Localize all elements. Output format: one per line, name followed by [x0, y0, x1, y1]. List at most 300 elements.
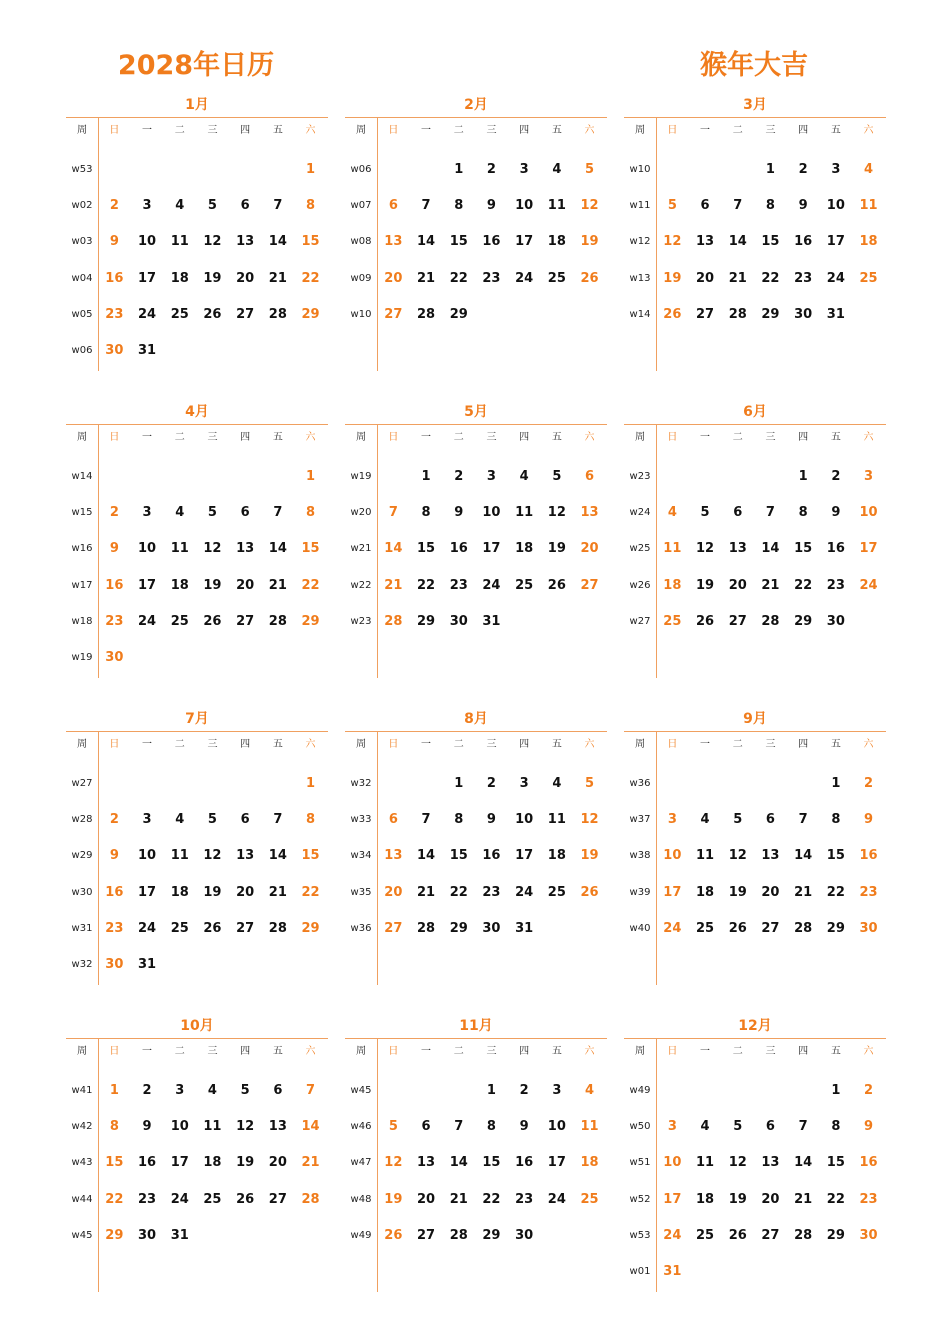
week-column-header: 周 — [635, 1046, 645, 1057]
week-column-header: 周 — [77, 432, 87, 443]
day-cell: 25 — [547, 884, 566, 900]
day-cell: 9 — [486, 198, 496, 214]
day-cell: 6 — [421, 1119, 431, 1135]
day-cell: 5 — [207, 812, 217, 828]
day-cell: 27 — [728, 613, 747, 629]
day-cell: 2 — [454, 469, 464, 484]
day-cell: 20 — [416, 1191, 436, 1207]
weekday-header: 四 — [240, 125, 251, 136]
weekday-header: 四 — [798, 125, 809, 136]
week-column-header: 周 — [356, 432, 366, 443]
day-cell: 1 — [798, 469, 808, 484]
day-cell: 14 — [416, 234, 436, 250]
month-title-divider — [624, 1038, 886, 1039]
day-cell: 7 — [388, 505, 398, 521]
day-cell: 24 — [547, 1191, 566, 1207]
day-cell: 6 — [240, 505, 250, 521]
weekday-header: 二 — [174, 432, 185, 443]
day-cell: 27 — [236, 306, 255, 322]
weekday-header: 四 — [798, 432, 809, 443]
week-number: w45 — [350, 1085, 372, 1096]
week-number: w28 — [71, 814, 93, 826]
weekday-header: 一 — [421, 125, 432, 136]
day-cell: 30 — [105, 957, 124, 972]
day-cell: 2 — [519, 1083, 529, 1098]
week-number: w53 — [629, 1229, 651, 1241]
day-cell: 26 — [663, 306, 682, 322]
day-cell: 22 — [416, 577, 436, 593]
day-cell: 1 — [421, 469, 431, 484]
week-number: w46 — [350, 1121, 372, 1133]
day-cell: 25 — [695, 920, 715, 936]
day-cell: 29 — [826, 1227, 845, 1243]
week-number: w20 — [350, 507, 372, 519]
day-cell: 14 — [268, 848, 287, 864]
month-title-divider — [66, 117, 328, 118]
day-cell: 4 — [175, 505, 185, 521]
week-column-header: 周 — [356, 739, 366, 750]
day-cell: 13 — [268, 1119, 287, 1135]
day-cell: 29 — [105, 1227, 124, 1243]
day-cell: 13 — [728, 541, 747, 557]
day-cell: 19 — [663, 270, 682, 286]
weekday-header: 二 — [453, 1046, 464, 1057]
day-cell: 6 — [765, 1119, 775, 1135]
day-cell: 20 — [384, 270, 403, 286]
day-cell: 15 — [449, 234, 468, 250]
weekday-header: 一 — [421, 1046, 432, 1057]
month-block — [624, 1014, 886, 1304]
week-number: w14 — [71, 471, 93, 482]
week-number: w52 — [629, 1193, 651, 1205]
day-cell: 16 — [105, 884, 124, 900]
day-cell: 28 — [268, 306, 287, 322]
weekday-header: 日 — [388, 432, 399, 443]
weekday-header: 六 — [305, 125, 316, 136]
day-cell: 29 — [482, 1227, 501, 1243]
day-cell: 29 — [761, 306, 780, 322]
weekday-header: 一 — [700, 1046, 711, 1057]
day-cell: 19 — [236, 1155, 255, 1171]
day-cell: 25 — [515, 577, 534, 593]
day-cell: 8 — [306, 812, 316, 828]
day-cell: 23 — [515, 1191, 534, 1207]
weekday-header: 五 — [830, 1046, 841, 1057]
day-cell: 22 — [301, 884, 320, 900]
month-title-divider — [66, 1038, 328, 1039]
day-cell: 7 — [273, 505, 283, 521]
day-cell: 26 — [580, 270, 599, 286]
day-cell: 1 — [306, 162, 316, 177]
day-cell: 13 — [236, 234, 255, 250]
day-cell: 7 — [273, 812, 283, 828]
day-cell: 28 — [384, 613, 403, 629]
week-number: w21 — [350, 543, 372, 555]
day-cell: 14 — [416, 848, 436, 864]
day-cell: 19 — [547, 541, 566, 557]
day-cell: 13 — [384, 848, 403, 864]
day-cell: 28 — [268, 920, 287, 936]
day-cell: 3 — [667, 812, 677, 828]
day-cell: 18 — [580, 1155, 599, 1171]
day-cell: 4 — [667, 505, 677, 521]
weekday-header: 三 — [765, 1046, 776, 1057]
month-title: 3月 — [743, 97, 767, 113]
day-cell: 25 — [170, 920, 189, 936]
weekday-header: 三 — [207, 125, 218, 136]
day-cell: 20 — [236, 884, 255, 900]
weekday-header: 三 — [207, 432, 218, 443]
week-number: w17 — [71, 579, 93, 591]
week-number: w49 — [350, 1229, 372, 1241]
day-cell: 6 — [733, 505, 743, 521]
week-number: w50 — [629, 1121, 651, 1133]
day-cell: 14 — [384, 541, 403, 557]
day-cell: 20 — [761, 884, 780, 900]
day-cell: 25 — [859, 270, 878, 286]
day-cell: 12 — [695, 541, 715, 557]
month-title-divider — [345, 731, 607, 732]
day-cell: 15 — [449, 848, 468, 864]
month-block — [66, 93, 328, 383]
day-cell: 4 — [207, 1083, 217, 1098]
day-cell: 23 — [105, 920, 124, 936]
day-cell: 17 — [515, 234, 534, 250]
day-cell: 26 — [547, 577, 566, 593]
day-cell: 31 — [137, 957, 157, 972]
day-cell: 8 — [798, 505, 808, 521]
weekday-header: 四 — [519, 1046, 530, 1057]
day-cell: 18 — [515, 541, 534, 557]
day-cell: 22 — [826, 1191, 845, 1207]
day-cell: 24 — [515, 270, 534, 286]
week-number: w05 — [71, 308, 93, 320]
weekday-header: 五 — [551, 1046, 562, 1057]
day-cell: 23 — [794, 270, 813, 286]
day-cell: 16 — [105, 577, 124, 593]
day-cell: 28 — [416, 306, 436, 322]
week-number: w26 — [629, 579, 651, 591]
day-cell: 22 — [482, 1191, 501, 1207]
day-cell: 8 — [421, 505, 431, 521]
day-cell: 27 — [761, 1227, 780, 1243]
day-cell: 24 — [663, 920, 682, 936]
day-cell: 16 — [794, 234, 813, 250]
day-cell: 11 — [547, 812, 566, 828]
day-cell: 13 — [580, 505, 599, 521]
day-cell: 16 — [826, 541, 845, 557]
day-cell: 21 — [268, 577, 287, 593]
day-cell: 16 — [482, 848, 501, 864]
day-cell: 15 — [301, 541, 320, 557]
day-cell: 10 — [137, 541, 157, 557]
weekday-header: 四 — [519, 432, 530, 443]
day-cell: 16 — [859, 1155, 878, 1171]
day-cell: 16 — [449, 541, 468, 557]
day-cell: 13 — [416, 1155, 436, 1171]
weekday-header: 四 — [519, 739, 530, 750]
day-cell: 10 — [515, 198, 534, 214]
day-cell: 3 — [519, 776, 529, 791]
day-cell: 21 — [761, 577, 780, 593]
day-cell: 7 — [798, 812, 808, 828]
weekday-header: 一 — [142, 432, 153, 443]
day-cell: 22 — [301, 577, 320, 593]
month-block — [624, 93, 886, 383]
weekday-header: 二 — [453, 432, 464, 443]
week-column-header: 周 — [356, 125, 366, 136]
week-number: w12 — [629, 236, 651, 248]
day-cell: 15 — [301, 234, 320, 250]
day-cell: 18 — [170, 884, 189, 900]
day-cell: 5 — [733, 812, 743, 828]
weekday-header: 日 — [667, 125, 678, 136]
day-cell: 29 — [301, 613, 320, 629]
month-title-divider — [345, 1038, 607, 1039]
day-cell: 27 — [236, 920, 255, 936]
day-cell: 19 — [728, 1191, 747, 1207]
day-cell: 15 — [416, 541, 436, 557]
day-cell: 24 — [137, 920, 157, 936]
day-cell: 5 — [207, 505, 217, 521]
day-cell: 17 — [137, 884, 157, 900]
week-number: w43 — [71, 1157, 93, 1169]
week-number: w01 — [629, 1266, 651, 1277]
day-cell: 15 — [826, 1155, 845, 1171]
day-cell: 23 — [826, 577, 845, 593]
weekday-header: 六 — [305, 432, 316, 443]
weekday-header: 二 — [732, 432, 743, 443]
day-cell: 9 — [109, 848, 119, 864]
day-cell: 18 — [170, 270, 189, 286]
day-cell: 3 — [486, 469, 496, 484]
day-cell: 19 — [580, 234, 599, 250]
day-cell: 4 — [175, 812, 185, 828]
month-block — [345, 707, 607, 997]
day-cell: 6 — [700, 198, 710, 214]
day-cell: 20 — [695, 270, 715, 286]
day-cell: 27 — [761, 920, 780, 936]
day-cell: 25 — [203, 1191, 222, 1207]
week-number: w36 — [350, 922, 372, 934]
week-number: w16 — [71, 543, 93, 555]
month-title: 10月 — [180, 1018, 214, 1034]
day-cell: 3 — [142, 198, 152, 214]
day-cell: 19 — [728, 884, 747, 900]
day-cell: 26 — [384, 1227, 403, 1243]
day-cell: 17 — [515, 848, 534, 864]
day-cell: 4 — [700, 1119, 710, 1135]
day-cell: 5 — [585, 162, 595, 177]
week-number: w51 — [629, 1157, 651, 1169]
month-title-divider — [345, 424, 607, 425]
weekday-header: 二 — [453, 125, 464, 136]
day-cell: 10 — [663, 1155, 682, 1171]
weekday-header: 四 — [798, 1046, 809, 1057]
day-cell: 25 — [170, 306, 189, 322]
weekday-header: 五 — [551, 125, 562, 136]
weekday-header: 二 — [174, 125, 185, 136]
day-cell: 3 — [667, 1119, 677, 1135]
day-cell: 12 — [384, 1155, 403, 1171]
day-cell: 8 — [831, 812, 841, 828]
weekday-header: 一 — [142, 739, 153, 750]
week-number: w37 — [629, 814, 651, 826]
weekday-header: 三 — [486, 1046, 497, 1057]
day-cell: 20 — [268, 1155, 287, 1171]
day-cell: 23 — [482, 270, 501, 286]
day-cell: 3 — [864, 469, 874, 484]
day-cell: 13 — [761, 1155, 780, 1171]
day-cell: 29 — [794, 613, 813, 629]
week-number: w27 — [71, 778, 93, 789]
day-cell: 7 — [273, 198, 283, 214]
weekday-header: 六 — [584, 739, 595, 750]
week-number: w45 — [71, 1229, 93, 1241]
day-cell: 24 — [137, 306, 157, 322]
day-cell: 30 — [449, 613, 468, 629]
day-cell: 14 — [301, 1119, 320, 1135]
day-cell: 4 — [175, 198, 185, 214]
day-cell: 7 — [306, 1083, 316, 1098]
weekday-header: 日 — [667, 1046, 678, 1057]
day-cell: 30 — [859, 1227, 878, 1243]
day-cell: 22 — [794, 577, 813, 593]
day-cell: 23 — [482, 884, 501, 900]
day-cell: 28 — [794, 1227, 813, 1243]
day-cell: 30 — [105, 343, 124, 358]
day-cell: 17 — [170, 1155, 189, 1171]
day-cell: 29 — [449, 920, 468, 936]
day-cell: 11 — [695, 1155, 715, 1171]
week-number: w41 — [71, 1085, 93, 1096]
month-title-divider — [624, 424, 886, 425]
day-cell: 20 — [384, 884, 403, 900]
day-cell: 18 — [663, 577, 682, 593]
day-cell: 6 — [273, 1083, 283, 1098]
day-cell: 21 — [794, 1191, 813, 1207]
day-cell: 17 — [482, 541, 501, 557]
week-column-header: 周 — [635, 739, 645, 750]
day-cell: 27 — [236, 613, 255, 629]
weekday-header: 日 — [109, 1046, 120, 1057]
month-title-divider — [66, 424, 328, 425]
month-title: 8月 — [464, 711, 488, 727]
day-cell: 9 — [454, 505, 464, 521]
day-cell: 14 — [268, 234, 287, 250]
day-cell: 7 — [421, 812, 431, 828]
day-cell: 26 — [203, 306, 222, 322]
week-number: w09 — [350, 272, 372, 284]
day-cell: 9 — [109, 234, 119, 250]
day-cell: 23 — [449, 577, 468, 593]
day-cell: 3 — [552, 1083, 562, 1098]
day-cell: 25 — [695, 1227, 715, 1243]
day-cell: 3 — [142, 812, 152, 828]
day-cell: 8 — [454, 812, 464, 828]
week-number: w04 — [71, 272, 93, 284]
day-cell: 29 — [449, 306, 468, 322]
weekday-header: 一 — [700, 432, 711, 443]
day-cell: 24 — [826, 270, 845, 286]
weekday-header: 六 — [863, 1046, 874, 1057]
month-title: 12月 — [738, 1018, 772, 1034]
day-cell: 20 — [580, 541, 599, 557]
day-cell: 14 — [728, 234, 747, 250]
day-cell: 13 — [236, 541, 255, 557]
week-column-header: 周 — [77, 739, 87, 750]
day-cell: 8 — [306, 198, 316, 214]
week-column-header: 周 — [77, 1046, 87, 1057]
day-cell: 8 — [306, 505, 316, 521]
month-title-divider — [66, 731, 328, 732]
month-block — [345, 400, 607, 690]
day-cell: 14 — [449, 1155, 468, 1171]
day-cell: 17 — [137, 577, 157, 593]
week-number: w25 — [629, 543, 651, 555]
day-cell: 21 — [449, 1191, 468, 1207]
day-cell: 2 — [142, 1083, 152, 1098]
day-cell: 26 — [203, 920, 222, 936]
day-cell: 17 — [663, 1191, 682, 1207]
weekday-header: 五 — [272, 432, 283, 443]
weekday-header: 一 — [421, 739, 432, 750]
day-cell: 23 — [105, 613, 124, 629]
week-number: w11 — [629, 200, 651, 212]
day-cell: 1 — [831, 776, 841, 791]
day-cell: 21 — [416, 884, 436, 900]
day-cell: 9 — [798, 198, 808, 214]
day-cell: 17 — [859, 541, 878, 557]
day-cell: 17 — [663, 884, 682, 900]
weekday-header: 五 — [551, 739, 562, 750]
weekday-header: 五 — [272, 1046, 283, 1057]
day-cell: 28 — [794, 920, 813, 936]
day-cell: 19 — [203, 270, 222, 286]
weekday-header: 日 — [388, 125, 399, 136]
weekday-header: 四 — [240, 432, 251, 443]
week-number: w44 — [71, 1193, 93, 1205]
day-cell: 16 — [859, 848, 878, 864]
day-cell: 30 — [105, 650, 124, 665]
day-cell: 9 — [864, 812, 874, 828]
day-cell: 16 — [105, 270, 124, 286]
week-column-header: 周 — [635, 125, 645, 136]
month-title: 7月 — [185, 711, 209, 727]
day-cell: 12 — [236, 1119, 255, 1135]
day-cell: 7 — [454, 1119, 464, 1135]
week-number: w02 — [71, 200, 93, 212]
month-block — [345, 1014, 607, 1304]
day-cell: 9 — [486, 812, 496, 828]
month-title-divider — [624, 117, 886, 118]
day-cell: 7 — [421, 198, 431, 214]
week-number: w06 — [71, 345, 93, 356]
day-cell: 31 — [515, 920, 534, 936]
weekday-header: 六 — [584, 432, 595, 443]
page-title: 2028年日历 — [117, 50, 275, 81]
week-column-header: 周 — [356, 1046, 366, 1057]
weekday-header: 四 — [798, 739, 809, 750]
day-cell: 8 — [486, 1119, 496, 1135]
day-cell: 5 — [388, 1119, 398, 1135]
day-cell: 11 — [170, 848, 189, 864]
day-cell: 26 — [236, 1191, 255, 1207]
day-cell: 11 — [515, 505, 534, 521]
day-cell: 1 — [306, 469, 316, 484]
day-cell: 15 — [301, 848, 320, 864]
day-cell: 20 — [236, 577, 255, 593]
